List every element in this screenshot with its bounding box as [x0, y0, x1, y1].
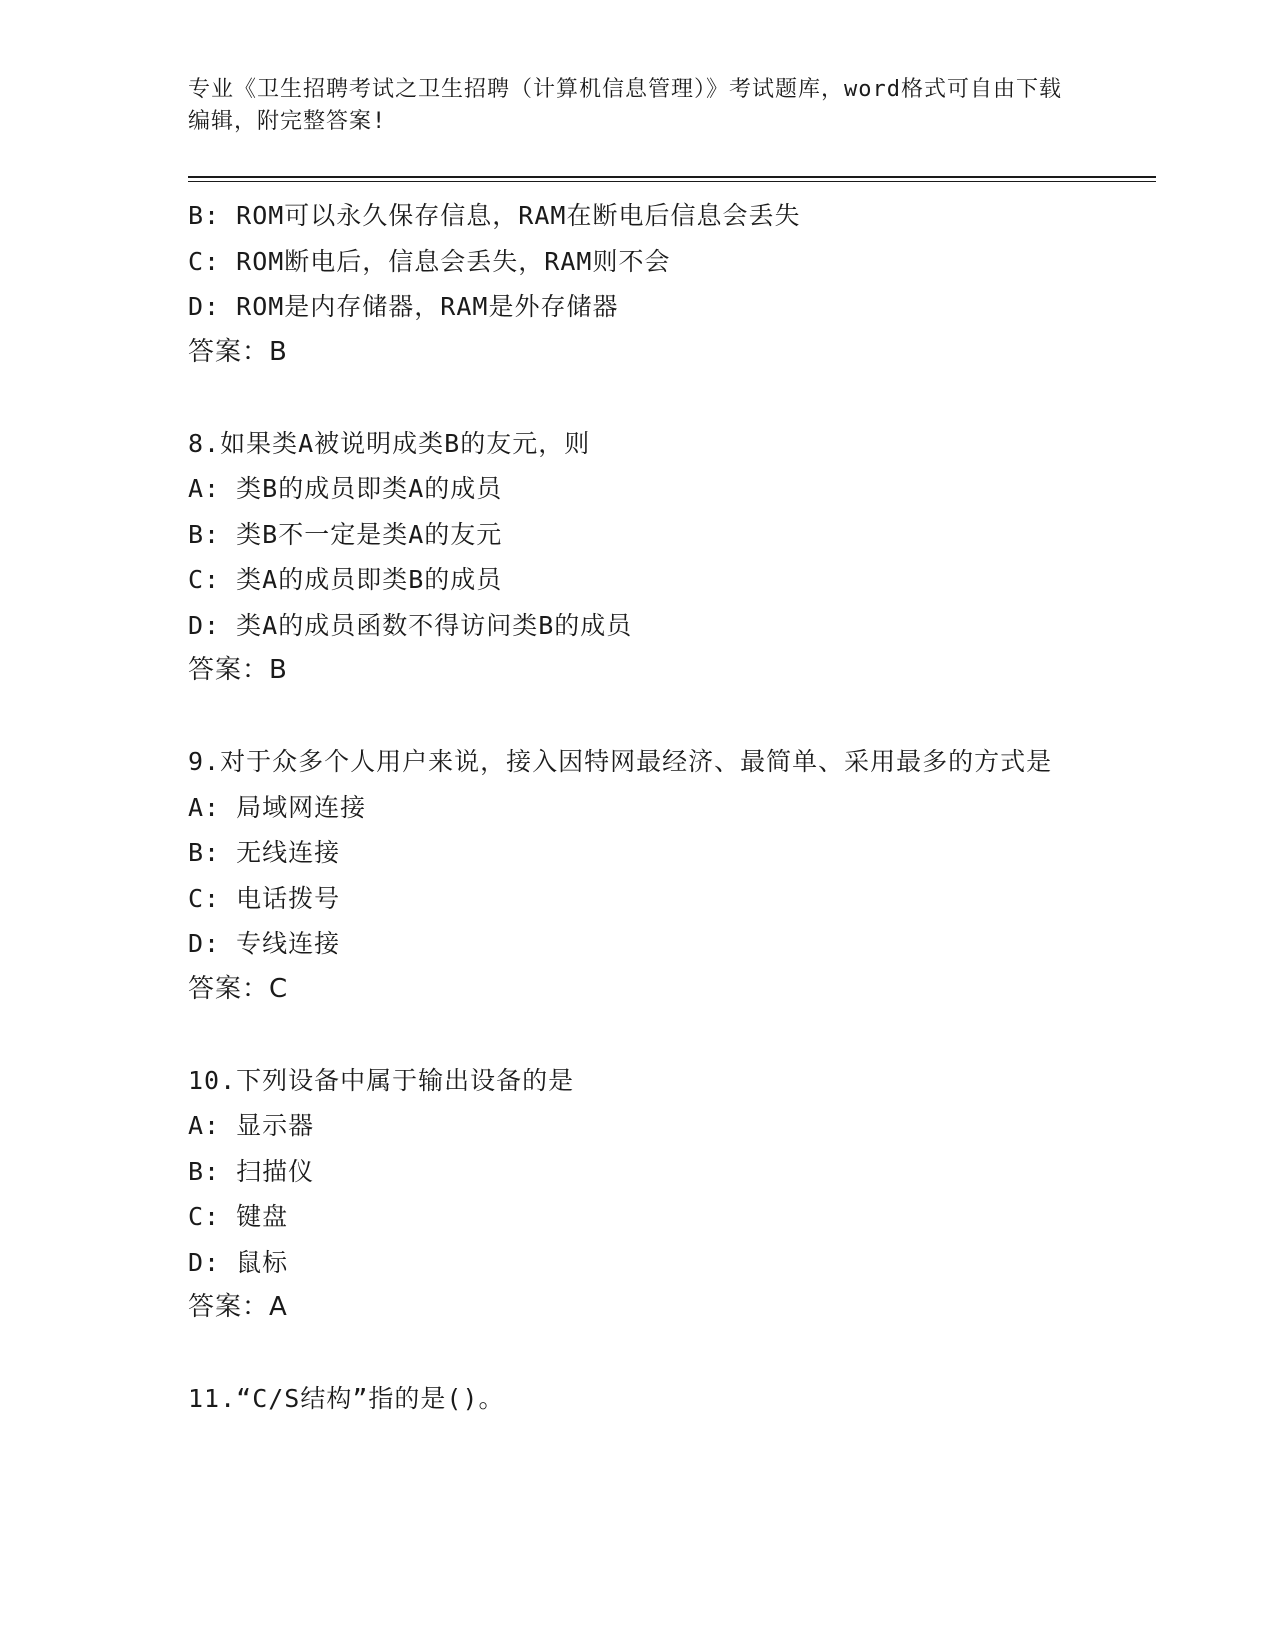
option-d: D: 专线连接 — [188, 929, 341, 958]
option-b: B: 类B不一定是类A的友元 — [188, 519, 503, 549]
option-c: C: 电话拨号 — [188, 883, 341, 913]
question-block-10 — [188, 1058, 1088, 1331]
answer-line: 答案：B — [188, 336, 288, 367]
header-divider-thick — [188, 176, 1156, 178]
question-stem: 11.“C/S结构”指的是()。 — [188, 1384, 505, 1413]
question-block-7 — [188, 193, 1088, 375]
question-stem: 10.下列设备中属于输出设备的是 — [188, 1065, 575, 1095]
spacer — [188, 1012, 1088, 1058]
answer-line: 答案：C — [188, 973, 289, 1004]
option-b: B: ROM可以永久保存信息，RAM在断电后信息会丢失 — [188, 201, 801, 230]
option-c: C: 类A的成员即类B的成员 — [188, 565, 503, 594]
option-a: A: 类B的成员即类A的成员 — [188, 474, 503, 503]
question-block-9 — [188, 739, 1088, 1012]
answer-line: 答案：B — [188, 655, 288, 685]
spacer — [188, 694, 1088, 740]
option-d: D: ROM是内存储器，RAM是外存储器 — [188, 292, 619, 321]
option-a: A: 局域网连接 — [188, 792, 367, 822]
option-b: B: 无线连接 — [188, 838, 341, 867]
answer-line: 答案：A — [188, 1292, 288, 1322]
question-block-11 — [188, 1376, 1088, 1422]
option-a: A: 显示器 — [188, 1111, 315, 1140]
header-divider-thin — [188, 181, 1156, 182]
question-stem: 8.如果类A被说明成类B的友元，则 — [188, 428, 591, 458]
option-d: D: 鼠标 — [188, 1247, 289, 1277]
question-list — [188, 193, 1088, 1422]
question-stem: 9.对于众多个人用户来说，接入因特网最经济、最简单、采用最多的方式是 — [188, 747, 1053, 776]
spacer — [188, 1331, 1088, 1377]
spacer — [188, 375, 1088, 421]
option-c: C: ROM断电后，信息会丢失，RAM则不会 — [188, 246, 671, 276]
question-block-8 — [188, 421, 1088, 694]
option-b: B: 扫描仪 — [188, 1156, 315, 1186]
option-c: C: 键盘 — [188, 1202, 289, 1231]
option-d: D: 类A的成员函数不得访问类B的成员 — [188, 610, 633, 640]
document-header: 专业《卫生招聘考试之卫生招聘（计算机信息管理）》考试题库，word格式可自由下载编辑，附完整答案! — [188, 77, 1062, 134]
